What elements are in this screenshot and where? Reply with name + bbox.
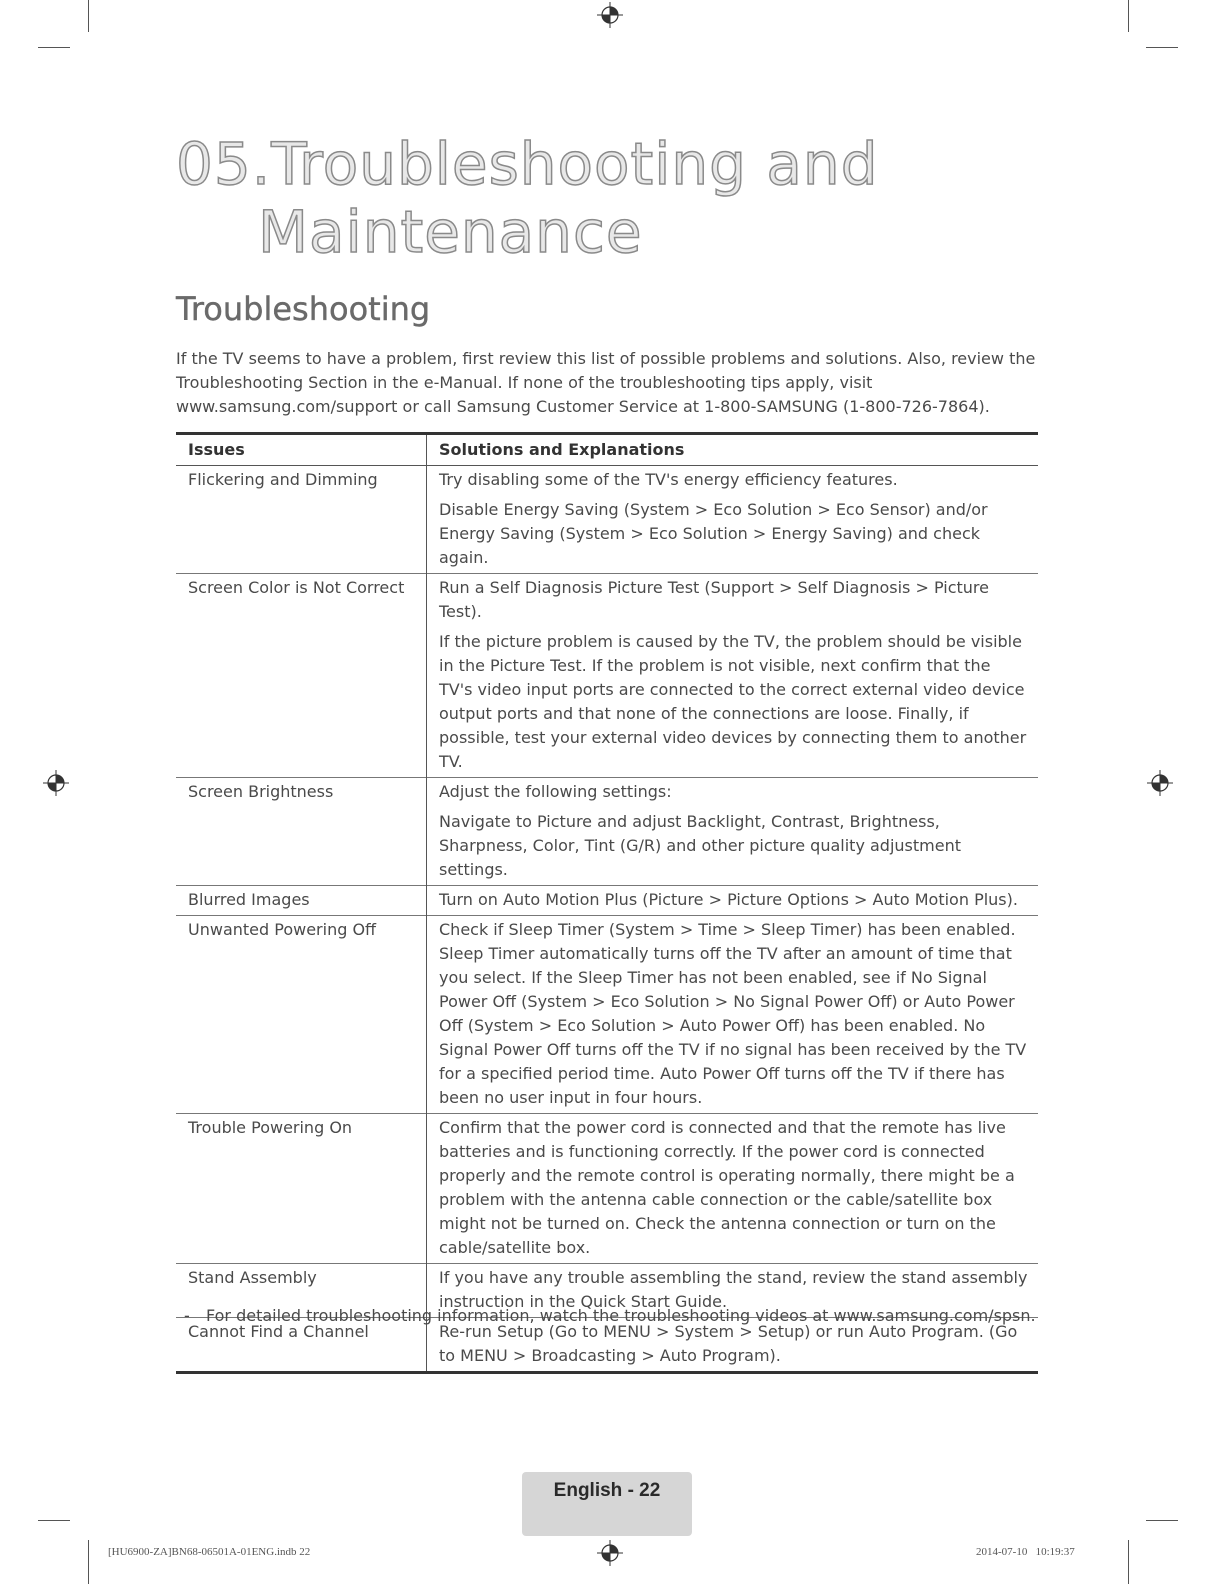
- footnote-dash: -: [184, 1306, 190, 1325]
- table-row: [176, 778, 1038, 886]
- registration-mark-icon: [1147, 770, 1173, 796]
- solution-cell: [427, 778, 1039, 886]
- issue-cell: Blurred Images: [176, 886, 427, 916]
- crop-mark: [38, 1520, 70, 1521]
- solution-text: Check if Sleep Timer (System > Time > Sleep Timer) has been enabled. Sleep Timer automatically turns off the TV after an amount of time that you select. If the Sleep Timer has not been enabled, see if No Signal Power Off (System > Eco Solution > No Signal Power Off) or Auto Power Off (System > Eco Solution > Auto Power Off) has been enabled. No Signal Power Off turns off the TV if no signal has been received by the TV for a specified period time. Auto Power Off turns off the TV if there has been no user input in four hours.: [439, 920, 1027, 1107]
- solution-cell: [427, 886, 1039, 916]
- page-number-label: English - 22: [553, 1480, 661, 1501]
- troubleshooting-table: [176, 432, 1038, 1374]
- crop-mark: [1128, 1540, 1129, 1584]
- solution-text: If the picture problem is caused by the TV, the problem should be visible in the Picture Test. If the problem is not visible, next confirm that the TV's video input ports are connected to the correct external video device output ports and that none of the connections are loose. Finally, if possible, test your external video devices by connecting them to another TV.: [439, 632, 1027, 771]
- solution-text: Run a Self Diagnosis Picture Test (Support > Self Diagnosis > Picture Test).: [439, 578, 989, 621]
- issue-cell: Screen Color is Not Correct: [176, 574, 427, 778]
- intro-paragraph: If the TV seems to have a problem, first review this list of possible problems and solutions. Also, review the Troubleshooting Section in the e-Manual. If none of the troubleshooting tips apply, visit www.samsung.com/support or call Samsung Customer Service at 1-800-SAMSUNG (1-800-726-7864).: [176, 349, 1036, 416]
- crop-mark: [88, 0, 89, 32]
- solution-text: Turn on Auto Motion Plus (Picture > Picture Options > Auto Motion Plus).: [439, 890, 1018, 909]
- print-timestamp: 2014-07-10 10:19:37: [976, 1546, 1075, 1558]
- issue-cell: Flickering and Dimming: [176, 466, 427, 574]
- solution-cell: [427, 574, 1039, 778]
- solution-cell: [427, 1318, 1039, 1373]
- file-slug: [HU6900-ZA]BN68-06501A-01ENG.indb 22: [108, 1546, 311, 1558]
- chapter-title: [176, 130, 879, 266]
- footnote: [184, 1306, 1036, 1325]
- solution-cell: [427, 1114, 1039, 1264]
- table-row: [176, 886, 1038, 916]
- crop-mark: [1146, 1520, 1178, 1521]
- issue-cell: Cannot Find a Channel: [176, 1318, 427, 1373]
- table-header-row: [176, 434, 1038, 466]
- header-issues: Issues: [176, 434, 427, 466]
- issue-cell: Stand Assembly: [176, 1264, 427, 1318]
- chapter-title-line1: 05.Troubleshooting and: [176, 130, 879, 198]
- crop-mark: [38, 47, 70, 48]
- solution-text: Navigate to Picture and adjust Backlight, Contrast, Brightness, Sharpness, Color, Tint (G/R) and other picture quality adjustment settings.: [439, 812, 961, 879]
- solution-text: Confirm that the power cord is connected and that the remote has live batteries and is functioning correctly. If the power cord is connected properly and the remote control is operating normally, there might be a problem with the antenna cable connection or the cable/satellite box might not be turned on. Check the antenna connection or turn on the cable/satellite box.: [439, 1118, 1015, 1257]
- solution-text: Disable Energy Saving (System > Eco Solution > Eco Sensor) and/or Energy Saving (System > Eco Solution > Energy Saving) and check again.: [439, 500, 988, 567]
- table-row: [176, 466, 1038, 574]
- solution-text: Adjust the following settings:: [439, 782, 672, 801]
- table-row: [176, 1114, 1038, 1264]
- table-row: [176, 574, 1038, 778]
- page-number-badge: [522, 1472, 692, 1536]
- solution-text: Try disabling some of the TV's energy efficiency features.: [439, 470, 898, 489]
- crop-mark: [88, 1540, 89, 1584]
- crop-mark: [1146, 47, 1178, 48]
- solution-text: Re-run Setup (Go to MENU > System > Setup) or run Auto Program. (Go to MENU > Broadcasting > Auto Program).: [439, 1322, 1018, 1365]
- registration-mark-icon: [43, 770, 69, 796]
- solution-text: If you have any trouble assembling the stand, review the stand assembly instruction in the Quick Start Guide.: [439, 1268, 1028, 1311]
- table-row: [176, 916, 1038, 1114]
- header-solutions: Solutions and Explanations: [439, 440, 685, 459]
- solution-cell: [427, 466, 1039, 574]
- issue-cell: Screen Brightness: [176, 778, 427, 886]
- section-title: Troubleshooting: [176, 290, 431, 328]
- footnote-text: For detailed troubleshooting information, watch the troubleshooting videos at www.samsung.com/spsn.: [206, 1306, 1036, 1325]
- issue-cell: Trouble Powering On: [176, 1114, 427, 1264]
- crop-mark: [1128, 0, 1129, 32]
- registration-mark-icon: [597, 1540, 623, 1566]
- chapter-title-line2: Maintenance: [258, 198, 643, 266]
- table-row: [176, 1318, 1038, 1373]
- issue-cell: Unwanted Powering Off: [176, 916, 427, 1114]
- solution-cell: [427, 916, 1039, 1114]
- registration-mark-icon: [597, 2, 623, 28]
